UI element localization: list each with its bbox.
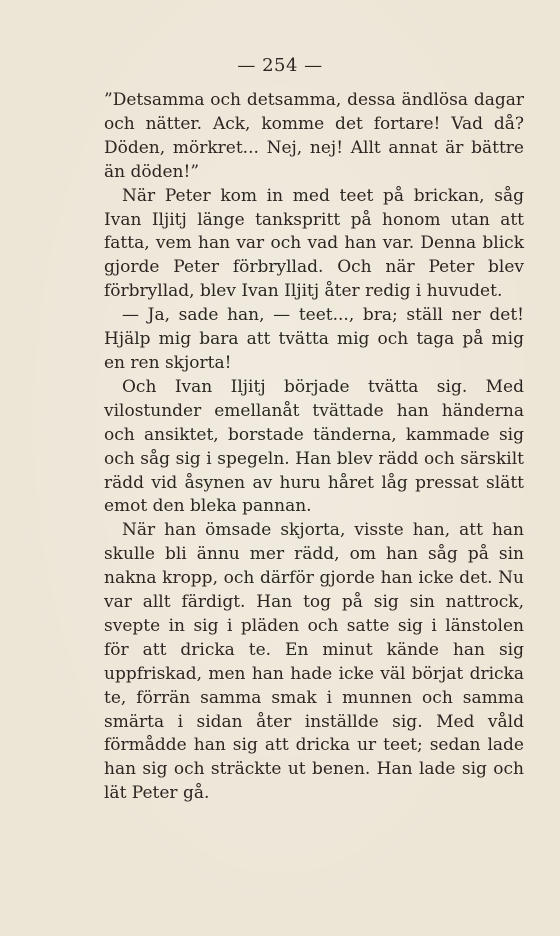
- paragraph-4: Och Ivan Iljitj började tvätta sig. Med vilostunder emellanåt tvättade han händerna och ansiktet, borstade tänderna, kammade sig och såg sig i spegeln. Han blev rädd och särskilt rädd vid åsynen av huru håret låg pressat slätt emot den bleka pannan.: [104, 376, 524, 517]
- paragraph-1: ”Detsamma och detsamma, dessa ändlösa dagar och nätter. Ack, komme det fortare! Vad då? Döden, mörkret... Nej, nej! Allt annat är bättre än döden!”: [104, 90, 524, 182]
- paragraph-5: När han ömsade skjorta, visste han, att han skulle bli ännu mer rädd, om han såg på sin nakna kropp, och därför gjorde han icke det. Nu var allt färdigt. Han tog på sig sin nattrock, svepte in sig i pläden och satte sig i länstolen för att dricka te. En minut kände han sig uppfriskad, men han hade icke väl börjat dricka te, förrän samma smak i munnen och samma smärta i sidan åter inställde sig. Med våld förmådde han sig att dricka ur teet; sedan lade han sig och sträckte ut benen. Han lade sig och lät Peter gå.: [104, 520, 524, 804]
- paragraph-2: När Peter kom in med teet på brickan, såg Ivan Iljitj länge tankspritt på honom utan att fatta, vem han var och vad han var. Denna blick gjorde Peter förbryllad. Och när Peter blev förbryllad, blev Ivan Iljitj åter redig i huvudet.: [104, 185, 524, 302]
- body-text: [104, 89, 524, 806]
- paragraph-3: — Ja, sade han, — teet..., bra; ställ ner det! Hjälp mig bara att tvätta mig och taga på mig en ren skjorta!: [104, 305, 524, 373]
- page-number: — 254 —: [237, 55, 323, 76]
